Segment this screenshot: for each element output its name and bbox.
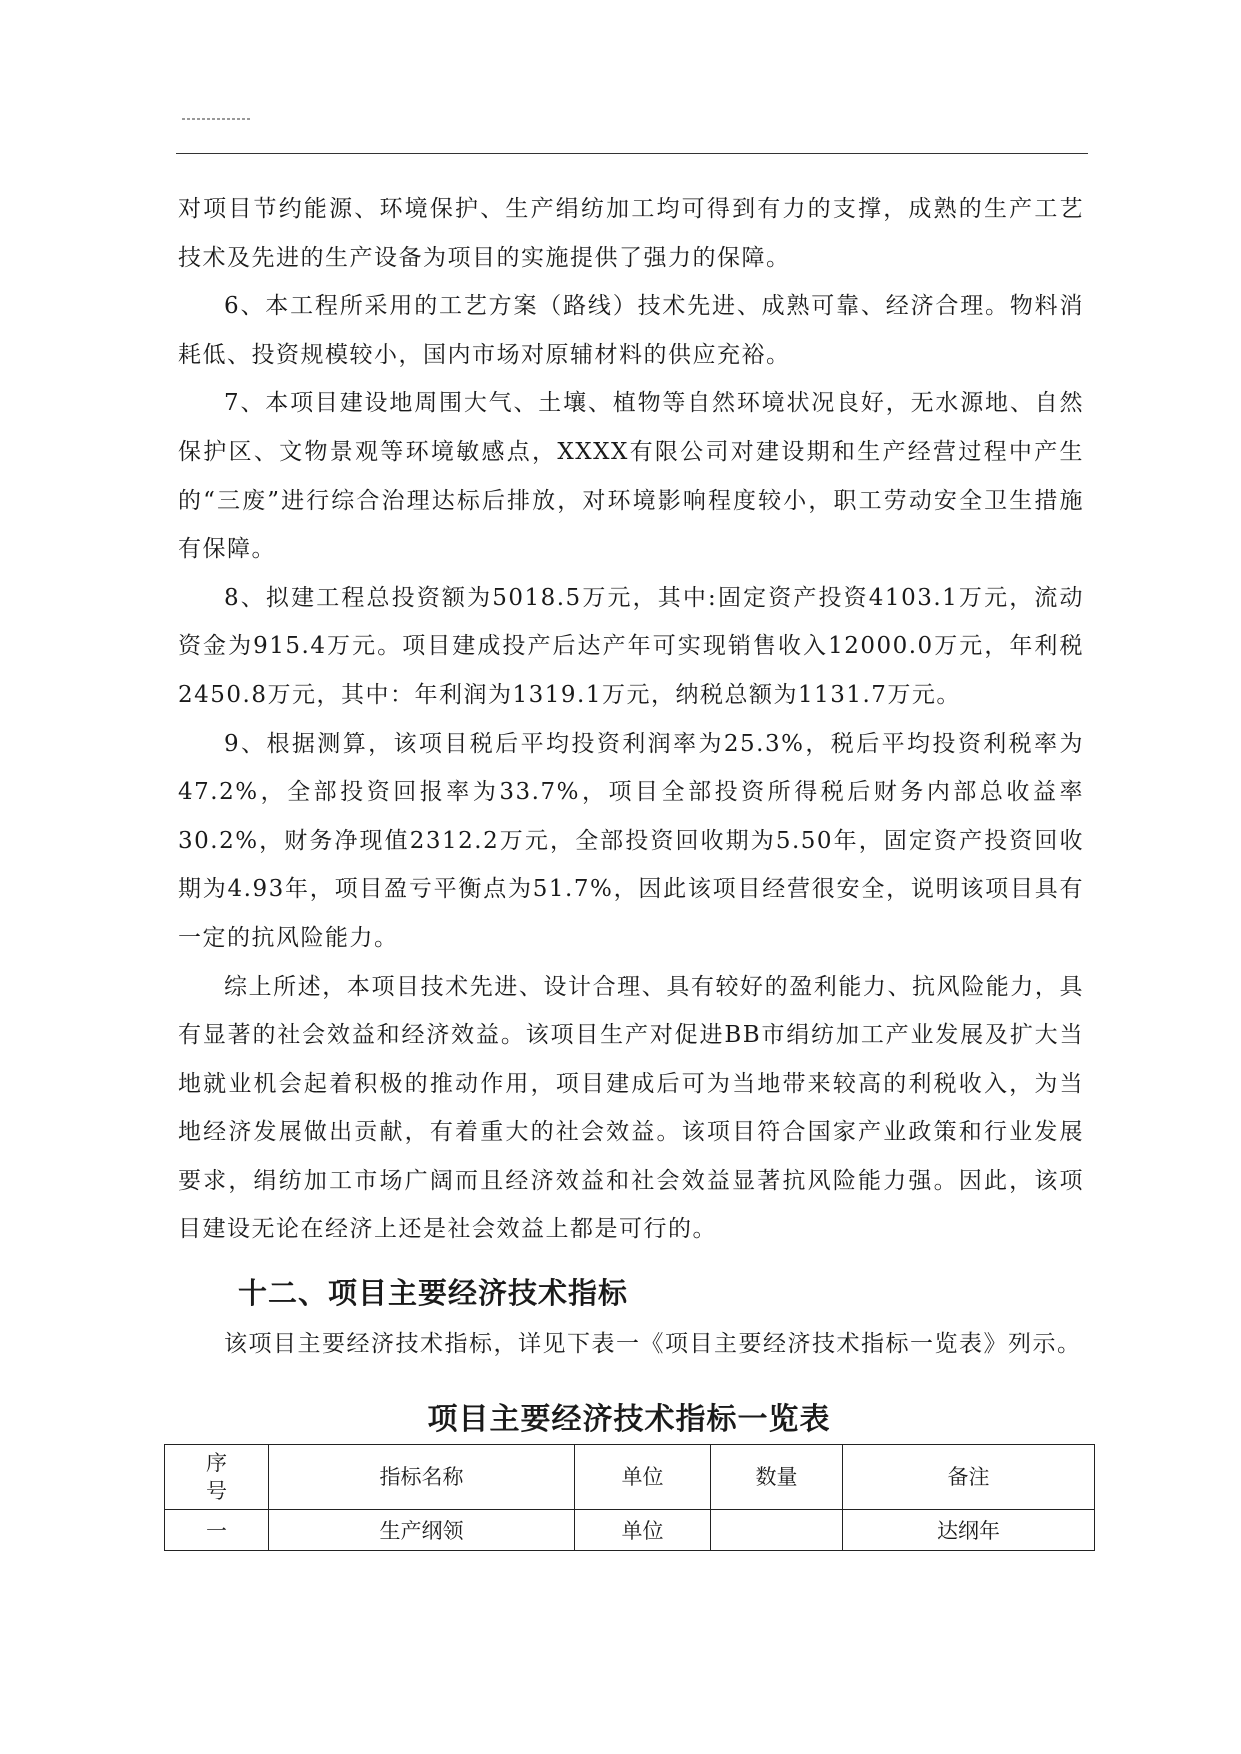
document-body	[178, 185, 1084, 1369]
header-quantity: 数量	[711, 1445, 843, 1510]
section-heading: 十二、项目主要经济技术指标	[238, 1276, 629, 1311]
cell-quantity	[711, 1510, 843, 1551]
header-seq	[165, 1445, 269, 1510]
paragraph-item-7: 7、本项目建设地周围大气、土壤、植物等自然环境状况良好，无水源地、自然保护区、文物景观等环境敏感点，XXXX有限公司对建设期和生产经营过程中产生的“三废”进行综合治理达标后排放，对环境影响程度较小，职工劳动安全卫生措施有保障。	[178, 390, 1084, 563]
paragraph-item-9: 9、根据测算，该项目税后平均投资利润率为25.3%，税后平均投资利税率为47.2%，全部投资回报率为33.7%，项目全部投资所得税后财务内部总收益率30.2%，财务净现值2312.2万元，全部投资回收期为5.50年，固定资产投资回收期为4.93年，项目盈亏平衡点为51.7%，因此该项目经营很安全，说明该项目具有一定的抗风险能力。	[178, 730, 1084, 951]
table-title: 项目主要经济技术指标一览表	[427, 1402, 831, 1437]
paragraph-item-8: 8、拟建工程总投资额为5018.5万元，其中:固定资产投资4103.1万元，流动资金为915.4万元。项目建成投产后达产年可实现销售收入12000.0万元，年利税2450.8万元，其中：年利润为1319.1万元，纳税总额为1131.7万元。	[178, 584, 1084, 708]
paragraph-continuation: 对项目节约能源、环境保护、生产绢纺加工均可得到有力的支撑，成熟的生产工艺技术及先进的生产设备为项目的实施提供了强力的保障。	[178, 196, 1084, 271]
indicators-table	[164, 1444, 1095, 1551]
cell-seq: 一	[165, 1510, 269, 1551]
header-seq-line1: 序	[206, 1451, 227, 1475]
header-name: 指标名称	[269, 1445, 575, 1510]
header-rule	[176, 153, 1088, 154]
header-seq-line2: 号	[206, 1479, 227, 1503]
cell-unit: 单位	[575, 1510, 711, 1551]
cell-note: 达纲年	[843, 1510, 1095, 1551]
paragraph-summary: 综上所述，本项目技术先进、设计合理、具有较好的盈利能力、抗风险能力，具有显著的社会效益和经济效益。该项目生产对促进BB市绢纺加工产业发展及扩大当地就业机会起着积极的推动作用，项目建成后可为当地带来较高的利税收入，为当地经济发展做出贡献，有着重大的社会效益。该项目符合国家产业政策和行业发展要求，绢纺加工市场广阔而且经济效益和社会效益显著抗风险能力强。因此，该项目建设无论在经济上还是社会效益上都是可行的。	[178, 973, 1084, 1243]
header-note: 备注	[843, 1445, 1095, 1510]
table-header-row	[165, 1445, 1095, 1510]
table-row	[165, 1510, 1095, 1551]
header-unit: 单位	[575, 1445, 711, 1510]
section-intro: 该项目主要经济技术指标，详见下表一《项目主要经济技术指标一览表》列示。	[224, 1331, 1082, 1358]
header-mark	[182, 118, 252, 120]
cell-name: 生产纲领	[269, 1510, 575, 1551]
paragraph-item-6: 6、本工程所采用的工艺方案（路线）技术先进、成熟可靠、经济合理。物料消耗低、投资规模较小，国内市场对原辅材料的供应充裕。	[178, 293, 1084, 368]
